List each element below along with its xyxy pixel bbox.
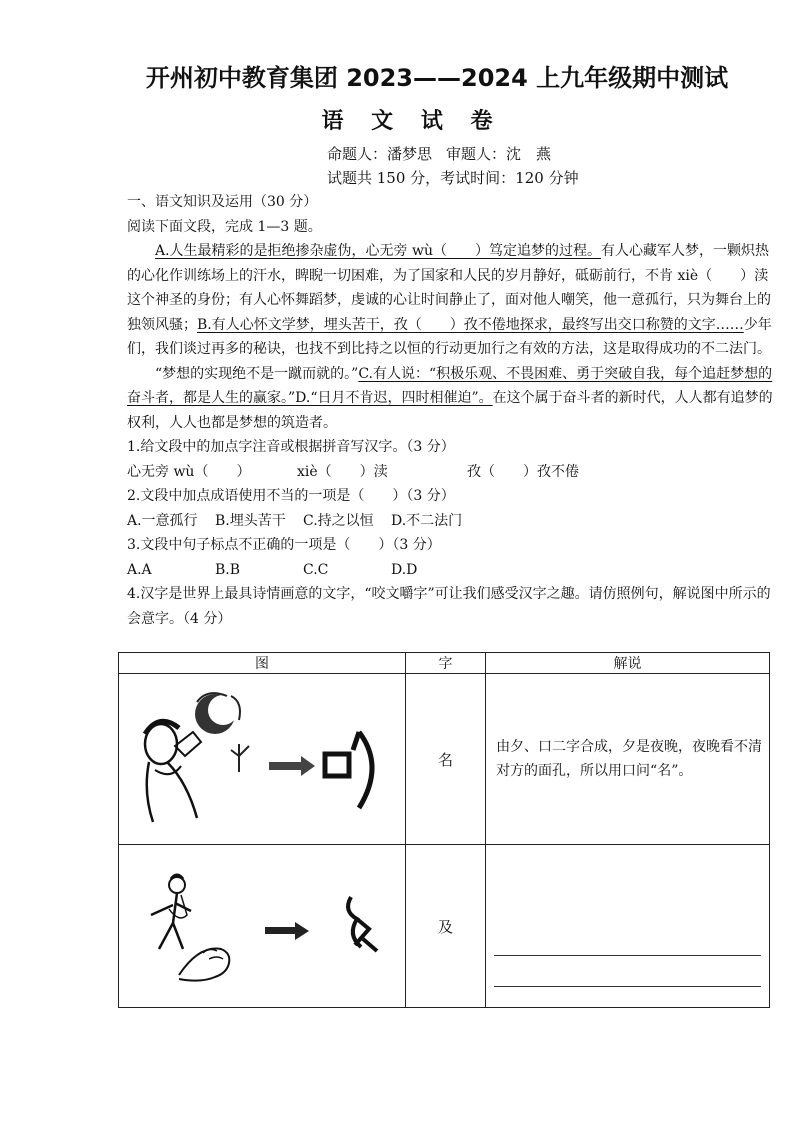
- passage-part-1: 有人心藏军人梦，一颗炽热的心化作训练场上的汗水，睥睨一切困难，为了国家和人民的岁月静好，砥砺前行，不肯 xiè（ ）渎这个神圣的身份；有人心怀舞蹈梦，虔诚的心让时间静止了，面对他人嘲笑，他一意孤行，只为舞台上的独领风骚；: [127, 243, 771, 333]
- q2-option-b[interactable]: B.埋头苦干: [215, 512, 286, 529]
- reading-instruction: 阅读下面文段，完成 1—3 题。: [127, 218, 322, 235]
- table-header-row: [119, 653, 770, 674]
- char-cell: 名: [406, 674, 486, 845]
- sentence-c: C.有人说：“积极乐观、不畏困难、勇于突破自我，每个追赶梦想的奋斗者，都是人生的赢家。”: [127, 365, 773, 406]
- author-line: [327, 143, 551, 164]
- passage-part-2: 少年们，我们谈过再多的秘诀，也找不到比持之以恒的行动更加行之有效的方法，这是取得成功的不二法门。: [127, 316, 772, 357]
- exam-title: 开州初中教育集团 2023——2024 上九年级期中测试: [145, 64, 729, 92]
- question-1: 1.给文段中的加点字注音或根据拼音写汉字。（3 分）: [127, 439, 455, 455]
- char-cell: 及: [406, 845, 486, 1008]
- reviewer: 审题人：沈 燕: [446, 145, 552, 163]
- paper-subtitle: 语 文 试 卷: [321, 109, 503, 134]
- sentence-b: B.有人心怀文学梦，埋头苦干，孜（ ）孜不倦地探求，最终写出交口称赞的文字……: [197, 316, 744, 333]
- q3-option-c[interactable]: C.C: [303, 561, 329, 578]
- q2-option-d[interactable]: D.不二法门: [391, 512, 463, 529]
- passage-part-4: 在这个属于奋斗者的新时代，人人都有追梦的权利，人人也都是梦想的筑造者。: [127, 390, 773, 431]
- question-2: 2.文段中加点成语使用不当的一项是（ ）（3 分）: [127, 488, 455, 504]
- q2-options: [127, 509, 775, 534]
- header-picture: 图: [119, 653, 406, 674]
- explanation-cell: 由夕、口二字合成，夕是夜晚，夜晚看不清对方的面孔，所以用口问“名”。: [486, 674, 770, 845]
- answer-line[interactable]: [494, 925, 761, 956]
- sentence-a: A.人生最精彩的是拒绝掺杂虚伪，心无旁 wù（ ）笃定追梦的过程。: [155, 243, 602, 259]
- table-row: [119, 674, 770, 845]
- answer-line[interactable]: [494, 956, 761, 987]
- answer-cell[interactable]: [486, 845, 770, 1008]
- q1-item-3[interactable]: 孜（ ）孜不倦: [467, 463, 579, 480]
- q3-options: [127, 558, 775, 583]
- setter: 命题人：潘梦思: [327, 145, 433, 163]
- hand-catching-person-icon: [119, 845, 405, 1007]
- q3-option-d[interactable]: D.D: [391, 561, 418, 578]
- exam-info: 试题共 150 分，考试时间：120 分钟: [327, 169, 579, 187]
- passage-2: [127, 362, 775, 436]
- q3-option-b[interactable]: B.B: [215, 561, 241, 578]
- q2-option-a[interactable]: A.一意孤行: [127, 512, 198, 529]
- passage: [127, 239, 775, 362]
- header-explanation: 解说: [486, 653, 770, 674]
- q2-option-c[interactable]: C.持之以恒: [303, 512, 374, 529]
- q1-item-2[interactable]: xiè（ ）渎: [297, 463, 388, 480]
- table-row: [119, 845, 770, 1008]
- section-heading: 一、语文知识及运用（30 分）: [127, 194, 318, 210]
- person-calling-moon-icon: [119, 674, 405, 844]
- q4-table: [118, 652, 770, 1008]
- q1-items: [127, 460, 775, 485]
- passage-part-3: “梦想的实现绝不是一蹴而就的。”: [155, 365, 359, 382]
- header-char: 字: [406, 653, 486, 674]
- q3-option-a[interactable]: A.A: [127, 561, 152, 578]
- question-3: 3.文段中句子标点不正确的一项是（ ）（3 分）: [127, 537, 441, 553]
- q1-item-1[interactable]: 心无旁 wù（ ）: [127, 463, 251, 480]
- section-1: [127, 190, 775, 631]
- picture-cell: [119, 674, 406, 845]
- picture-cell: [119, 845, 406, 1008]
- question-4: 4.汉字是世界上最具诗情画意的文字，“咬文嚼字”可让我们感受汉字之趣。请仿照例句，解说图中所示的会意字。（4 分）: [127, 586, 771, 627]
- sentence-d: D.“日月不肯迟，四时相催迫”。: [295, 390, 493, 406]
